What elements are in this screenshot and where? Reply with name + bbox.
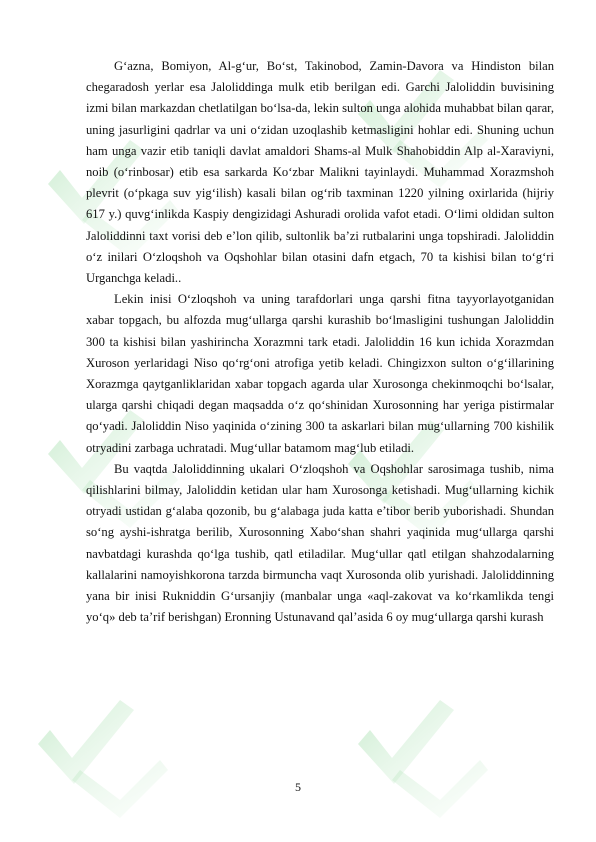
paragraph: Bu vaqtda Jaloliddinning ukalari O‘zloqshoh va Oqshohlar sarosimaga tushib, nima qilishlarini bilmay, Jaloliddin ketidan ular ham Xurosonga ketishadi. Mug‘ullarning kichik otryadi ustidan g‘alaba qozonib, bu g‘alabaga juda katta e’tibor berib yuborishadi. Shundan so‘ng ayshi-ishratga berilib, Xurosonning Xabo‘shan shahri yaqinida mug‘ullarga qarshi navbatdagi kurashda qo‘lga tushib, qatl etiladilar. Mug‘ullar qatl etilgan shahzodalarning kallalarini namoyishkorona tarzda birmuncha vaqt Xurosonda olib yurishadi. Jaloliddinning yana bir inisi Rukniddin G‘ursanjiy (manbalar unga «aql-zakovat va ko‘rkamlikda tengi yo‘q» deb ta’rif berishgan) Eronning Ustunavand qal’asida 6 oy mug‘ullarga qarshi kurash [86, 461, 554, 625]
check-mark-icon [38, 700, 168, 818]
paragraph: G‘azna, Bomiyon, Al-g‘ur, Bo‘st, Takinobod, Zamin-Davora va Hindiston bilan chegaradosh yerlar esa Jaloliddinga mulk etib berilgan edi. Garchi Jaloliddin buvisining izmi bilan markazdan chetlatilgan bo‘lsa-da, lekin sulton unga alohida muhabbat bilan qarar, uning jasurligini qadrlar va uni o‘zidan uzoqlashib ketmasligini hohlar edi. Shuning uchun ham unga vazir etib taniqli davlat amaldori Shams-al Mulk Shahobiddin Alp al-Xaraviyni, noib (o‘rinbosar) etib esa sarkarda Ko‘zbar Malikni tayinlaydi. Muhammad Xorazmshoh plevrit (o‘pkaga suv yig‘ilish) kasali bilan og‘rib taxminan 1220 yilning oxirlarida (hijriy 617 y.) quvg‘inlikda Kaspiy dengizidagi Ashuradi orolida vafot etadi. O‘limi oldidan sulton Jaloliddinni taxt vorisi deb e’lon qilib, sultonlik ba’zi rutbalarini unga topshiradi. Jaloliddin o‘z inilari O‘zloqshoh va Oqshohlar bilan otasini dafn etgach, 70 ta kishisi bilan to‘g‘ri Urganchga keladi.. [86, 59, 554, 286]
paragraph: Lekin inisi O‘zloqshoh va uning tarafdorlari unga qarshi fitna tayyorlayotganidan xabar topgach, bu alfozda mug‘ullarga qarshi kurashib bo‘lmasligini tushungan Jaloliddin 300 ta kishisi bilan yashirincha Xorazmni tark etadi. Jaloliddin 16 kun ichida Xorazmdan Xuroson yerlaridagi Niso qo‘rg‘oni atrofiga yetib keladi. Chingizxon sulton o‘g‘illarining Xorazmga qaytganliklaridan xabar topgach agarda ular Xurosonga chekinmoqchi bo‘lsalar, ularga qarshi chiqadi degan maqsadda o‘z qo‘shinidan Xurosonning har yeriga pistirmalar qo‘yadi. Jaloliddin Niso yaqinida o‘zining 300 ta askarlari bilan mug‘ullarning 700 kishilik otryadini zarbaga uchratadi. Mug‘ullar batamom mag‘lub etiladi. [86, 292, 554, 455]
body-text [86, 56, 554, 628]
page-number: 5 [295, 780, 301, 794]
check-mark-icon [358, 700, 488, 818]
